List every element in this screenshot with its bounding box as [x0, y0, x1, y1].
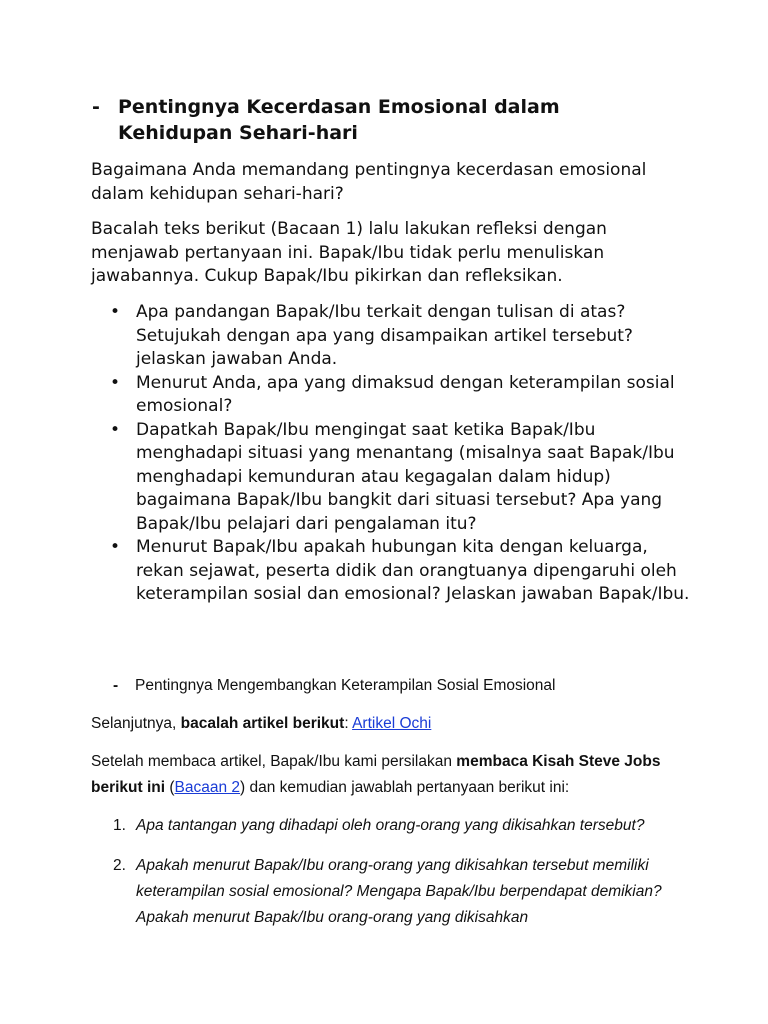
bullet-item	[110, 372, 700, 419]
bullet-text: Menurut Bapak/Ibu apakah hubungan kita dengan keluarga, rekan sejawat, peserta didik dan orangtuanya dipengaruhi oleh keterampilan sosial dan emosional? Jelaskan jawaban Bapak/Ibu.	[136, 537, 690, 604]
item-text: Apakah menurut Bapak/Ibu orang-orang yang dikisahkan tersebut memiliki keterampilan sosial emosional? Mengapa Bapak/Ibu berpendapat demikian? Apakah menurut Bapak/Ibu orang-orang yang dikisahkan	[136, 857, 662, 926]
bullet-text: Menurut Anda, apa yang dimaksud dengan keterampilan sosial emosional?	[136, 372, 675, 416]
heading-dash: -	[113, 677, 119, 694]
numbered-item	[113, 813, 683, 839]
heading-text: Pentingnya Mengembangkan Keterampilan Sosial Emosional	[135, 677, 556, 694]
bullet-icon: •	[110, 419, 121, 440]
bacaan-2-link[interactable]: Bacaan 2	[174, 779, 241, 796]
reflection-bullet-list	[110, 301, 700, 607]
bullet-item	[110, 301, 700, 372]
numbered-item	[113, 853, 683, 931]
bullet-item	[110, 419, 700, 537]
bullet-icon: •	[110, 372, 121, 393]
p4-prefix: Setelah membaca artikel, Bapak/Ibu kami persilakan	[91, 753, 457, 770]
item-number: 1.	[113, 817, 126, 834]
intro-question: Bagaimana Anda memandang pentingnya kecerdasan emosional dalam kehidupan sehari-hari?	[91, 160, 647, 204]
bullet-text: Apa pandangan Bapak/Ibu terkait dengan tulisan di atas? Setujukah dengan apa yang disampaikan artikel tersebut? jelaskan jawaban Anda.	[136, 302, 633, 369]
p3-colon: :	[344, 715, 353, 732]
p4-suffix: ) dan kemudian jawablah pertanyaan berikut ini:	[240, 779, 570, 796]
heading-dash: -	[92, 96, 100, 118]
item-number: 2.	[113, 857, 126, 874]
bullet-icon: •	[110, 537, 121, 557]
bullet-icon: •	[110, 302, 121, 322]
bullet-item	[110, 536, 700, 607]
item-text: Apa tantangan yang dihadapi oleh orang-orang yang dikisahkan tersebut?	[136, 817, 645, 834]
question-numbered-list	[113, 813, 683, 945]
bullet-text: Dapatkah Bapak/Ibu mengingat saat ketika Bapak/Ibu menghadapi situasi yang menantang (misalnya saat Bapak/Ibu menghadapi kemunduran atau kegagalan dalam hidup) bagaimana Bapak/Ibu bangkit dari situasi tersebut? Apa yang Bapak/Ibu pelajari dari pengalaman itu?	[136, 419, 675, 534]
heading-text: Pentingnya Kecerdasan Emosional dalam Kehidupan Sehari-hari	[118, 96, 560, 144]
steve-jobs-paragraph	[91, 749, 681, 801]
p4-open: (	[165, 779, 175, 796]
artikel-ochi-link[interactable]: Artikel Ochi	[352, 715, 432, 732]
p3-prefix: Selanjutnya,	[91, 715, 181, 732]
read-article-paragraph	[91, 711, 691, 737]
instruction-paragraph: Bacalah teks berikut (Bacaan 1) lalu lakukan refleksi dengan menjawab pertanyaan ini. Bapak/Ibu tidak perlu menuliskan jawabannya. Cukup Bapak/Ibu pikirkan dan refleksikan.	[91, 219, 607, 286]
p3-bold: bacalah artikel berikut	[180, 715, 345, 732]
p4-bold: membaca Kisah Steve Jobs berikut ini	[91, 753, 661, 796]
